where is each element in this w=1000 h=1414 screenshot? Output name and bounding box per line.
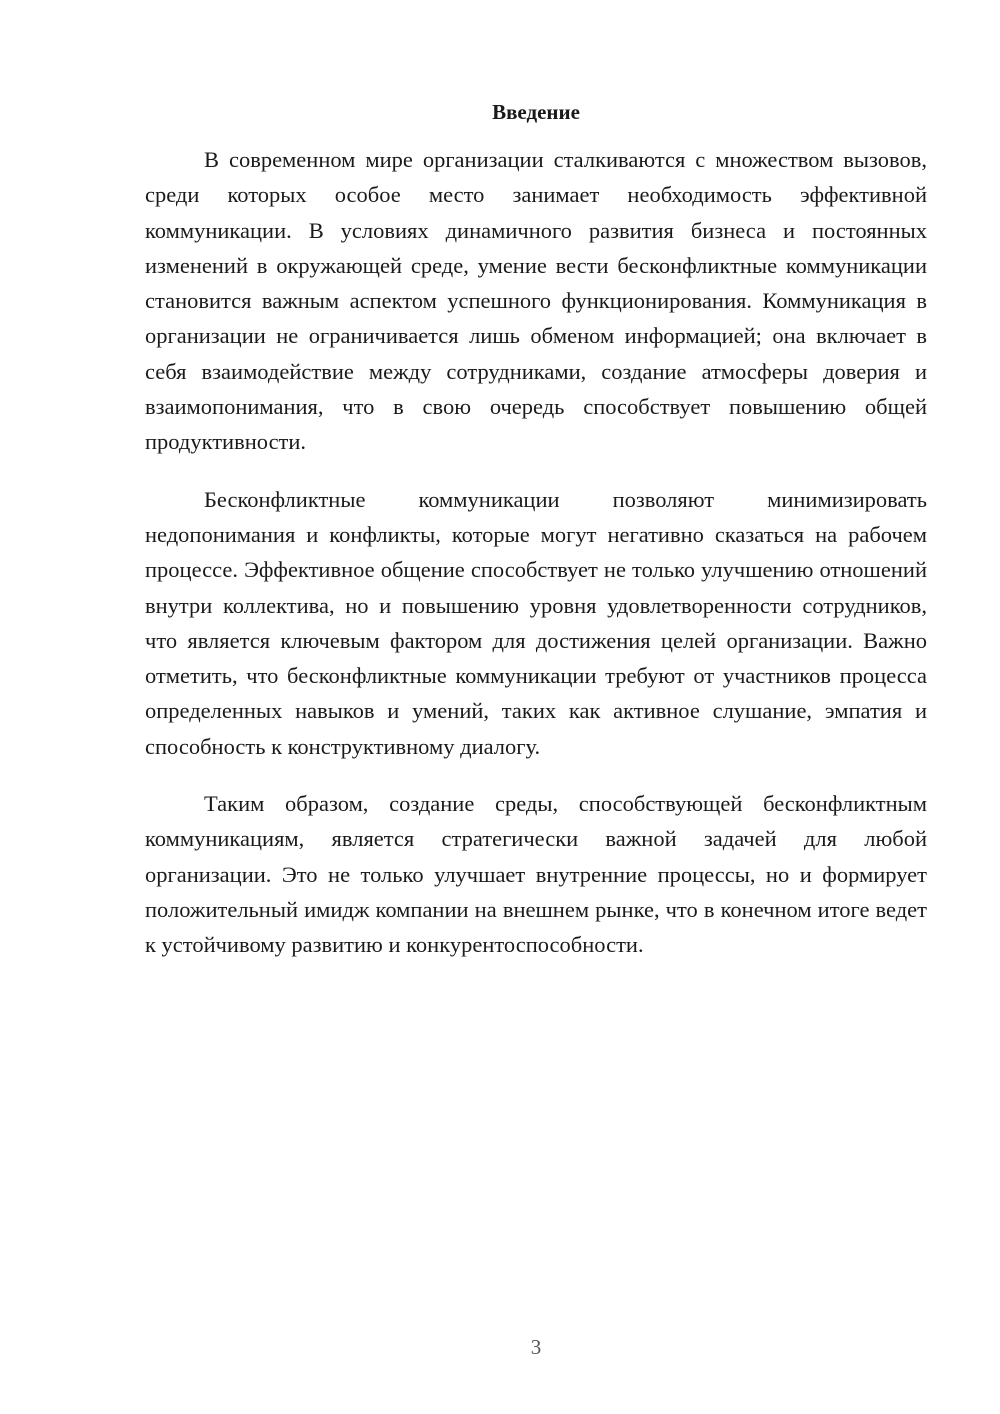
page-number: 3 xyxy=(530,1335,542,1359)
page-title: Введение xyxy=(492,100,580,124)
paragraph-3: Таким образом, создание среды, способствующей бесконфликтным коммуникациям, является стратегически важной задачей для любой организации. Это не только улучшает внутренние процессы, но и формирует положительный имидж компании на внешнем рынке, что в конечном итоге ведет к устойчивому развитию и конкурентоспособности. xyxy=(145,791,927,958)
paragraph-2: Бесконфликтные коммуникации позволяют минимизировать недопонимания и конфликты, которые могут негативно сказаться на рабочем процессе. Эффективное общение способствует не только улучшению отношений внутри коллектива, но и повышению уровня удовлетворенности сотрудников, что является ключевым фактором для достижения целей организации. Важно отметить, что бесконфликтные коммуникации требуют от участников процесса определенных навыков и умений, таких как активное слушание, эмпатия и способность к конструктивному диалогу. xyxy=(145,486,927,759)
paragraph-1: В современном мире организации сталкиваются с множеством вызовов, среди которых особое место занимает необходимость эффективной коммуникации. В условиях динамичного развития бизнеса и постоянных изменений в окружающей среде, умение вести бесконфликтные коммуникации становится важным аспектом успешного функционирования. Коммуникация в организации не ограничивается лишь обменом информацией; она включает в себя взаимодействие между сотрудниками, создание атмосферы доверия и взаимопонимания, что в свою очередь способствует повышению общей продуктивности. xyxy=(145,147,927,455)
body-text xyxy=(145,142,927,985)
